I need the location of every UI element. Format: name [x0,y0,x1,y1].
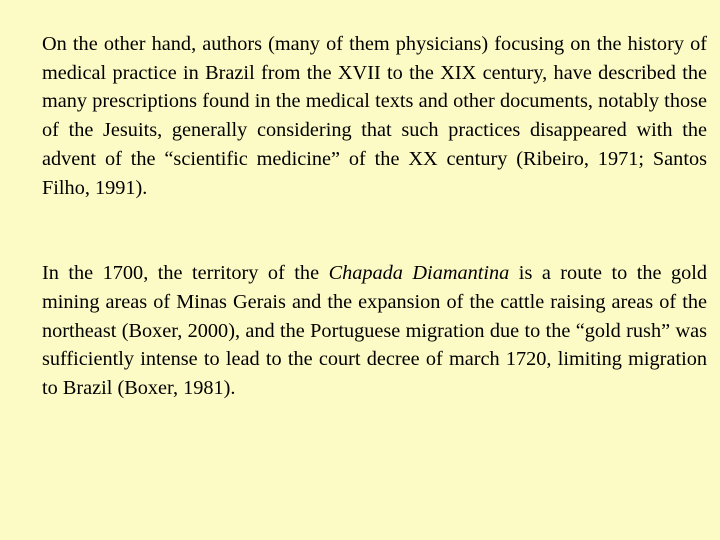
place-name-italic: Chapada Diamantina [328,262,510,285]
paragraph-text-end: is a route to the gold mining areas of Minas Gerais and the expansion of the cattle raising areas of the northeast (Boxer, 2000), and the Portuguese migration due to the “gold rush” was sufficiently intense to lead to the court decree of march 1720, limiting migration to Brazil (Boxer, 1981). [42,262,708,400]
paragraph-text-start: In the 1700, the territory of the [42,262,329,285]
document-body [42,30,707,403]
paragraph-medical-history: On the other hand, authors (many of them physicians) focusing on the history of medical practice in Brazil from the XVII to the XIX century, have described the many prescriptions found in the medical texts and other documents, notably those of the Jesuits, generally considering that such practices disappeared with the advent of the “scientific medicine” of the XX century (Ribeiro, 1971; Santos Filho, 1991). [42,33,707,199]
paragraph-chapada-diamantina [42,259,707,403]
